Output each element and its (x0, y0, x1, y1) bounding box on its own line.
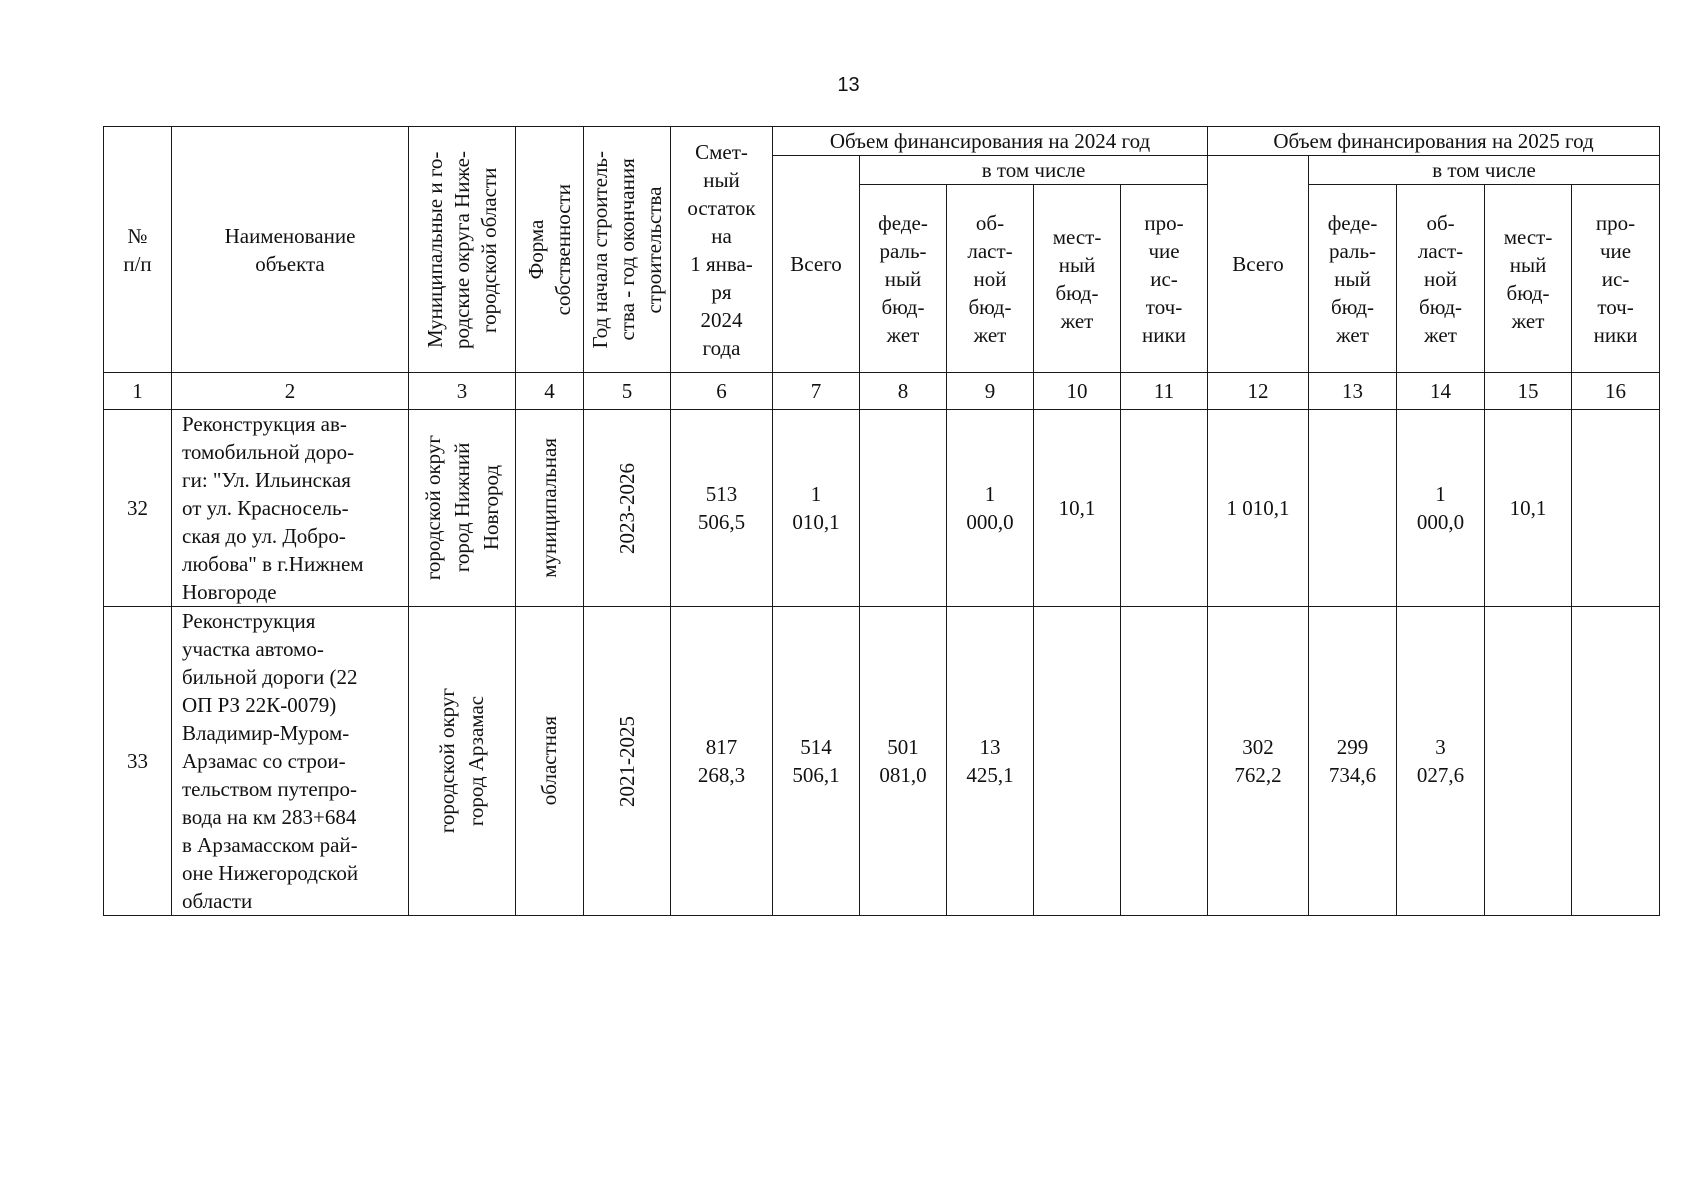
header-2024-including: в том числе (860, 156, 1208, 185)
column-number: 5 (584, 373, 671, 410)
y2024-total: 514 506,1 (773, 607, 860, 916)
column-number: 3 (409, 373, 516, 410)
table-row (104, 607, 1660, 916)
y2024-total: 1 010,1 (773, 410, 860, 607)
column-number: 9 (947, 373, 1034, 410)
header-group-2024: Объем финансирования на 2024 год (773, 127, 1208, 156)
header-years (584, 127, 671, 373)
header-group-2025: Объем финансирования на 2025 год (1208, 127, 1660, 156)
years-cell (584, 607, 671, 916)
header-2024-total: Всего (773, 156, 860, 373)
years-text: 2023-2026 (614, 462, 639, 554)
header-2025-local: мест- ный бюд- жет (1485, 185, 1572, 373)
y2025-regional: 3 027,6 (1397, 607, 1485, 916)
table-row (104, 410, 1660, 607)
estimate-value: 817 268,3 (671, 607, 773, 916)
column-number: 16 (1572, 373, 1660, 410)
header-2025-total: Всего (1208, 156, 1309, 373)
y2025-total: 1 010,1 (1208, 410, 1309, 607)
municipality-cell (409, 410, 516, 607)
ownership-cell (516, 607, 584, 916)
header-years-text: Год начала строитель- ства - год окончания строительства (587, 150, 666, 349)
estimate-value: 513 506,5 (671, 410, 773, 607)
header-2024-federal: феде- раль- ный бюд- жет (860, 185, 947, 373)
ownership-text: муниципальная (537, 438, 561, 578)
years-text: 2021-2025 (614, 715, 639, 807)
financing-table (103, 126, 1660, 916)
y2025-other (1572, 607, 1660, 916)
municipality-text: городской округ город Нижний Новгород (420, 435, 503, 581)
header-estimate: Смет- ный остаток на 1 янва- ря 2024 года (671, 127, 773, 373)
y2025-regional: 1 000,0 (1397, 410, 1485, 607)
y2025-federal (1309, 410, 1397, 607)
header-2025-federal: феде- раль- ный бюд- жет (1309, 185, 1397, 373)
y2024-regional: 1 000,0 (947, 410, 1034, 607)
municipality-text: городской округ город Арзамас (435, 688, 488, 834)
y2024-federal: 501 081,0 (860, 607, 947, 916)
header-2024-local: мест- ный бюд- жет (1034, 185, 1121, 373)
header-2024-other: про- чие ис- точ- ники (1121, 185, 1208, 373)
header-2025-regional: об- ласт- ной бюд- жет (1397, 185, 1485, 373)
y2025-local: 10,1 (1485, 410, 1572, 607)
header-no: № п/п (104, 127, 172, 373)
column-number: 14 (1397, 373, 1485, 410)
header-ownership-text: Форма собственности (523, 183, 575, 316)
y2025-local (1485, 607, 1572, 916)
years-cell (584, 410, 671, 607)
column-number: 7 (773, 373, 860, 410)
y2025-other (1572, 410, 1660, 607)
column-number: 10 (1034, 373, 1121, 410)
object-name: Реконструкция ав- томобильной доро- ги: "Ул. Ильинская от ул. Красносель- ская до ул. Добро- любова" в г.Нижнем Новгороде (172, 410, 409, 607)
header-2025-including: в том числе (1309, 156, 1660, 185)
municipality-cell (409, 607, 516, 916)
column-number: 15 (1485, 373, 1572, 410)
ownership-text: областная (537, 716, 561, 806)
column-number: 2 (172, 373, 409, 410)
header-municipality (409, 127, 516, 373)
row-no: 33 (104, 607, 172, 916)
y2025-federal: 299 734,6 (1309, 607, 1397, 916)
header-ownership (516, 127, 584, 373)
header-municipality-text: Муниципальные и го- родские округа Ниже- городской области (422, 150, 501, 349)
column-number: 4 (516, 373, 584, 410)
header-2025-other: про- чие ис- точ- ники (1572, 185, 1660, 373)
y2024-local (1034, 607, 1121, 916)
column-number: 11 (1121, 373, 1208, 410)
y2025-total: 302 762,2 (1208, 607, 1309, 916)
column-number-row (104, 373, 1660, 410)
ownership-cell (516, 410, 584, 607)
column-number: 1 (104, 373, 172, 410)
row-no: 32 (104, 410, 172, 607)
column-number: 12 (1208, 373, 1309, 410)
y2024-regional: 13 425,1 (947, 607, 1034, 916)
header-name: Наименование объекта (172, 127, 409, 373)
column-number: 6 (671, 373, 773, 410)
y2024-federal (860, 410, 947, 607)
column-number: 13 (1309, 373, 1397, 410)
object-name: Реконструкция участка автомо- бильной дороги (22 ОП РЗ 22К-0079) Владимир-Муром- Арзамас со строи- тельством путепро- вода на км 283+684 в Арзамасском рай- оне Нижегородской области (172, 607, 409, 916)
column-number: 8 (860, 373, 947, 410)
page-number: 13 (837, 74, 860, 96)
header-2024-regional: об- ласт- ной бюд- жет (947, 185, 1034, 373)
y2024-other (1121, 607, 1208, 916)
y2024-other (1121, 410, 1208, 607)
y2024-local: 10,1 (1034, 410, 1121, 607)
